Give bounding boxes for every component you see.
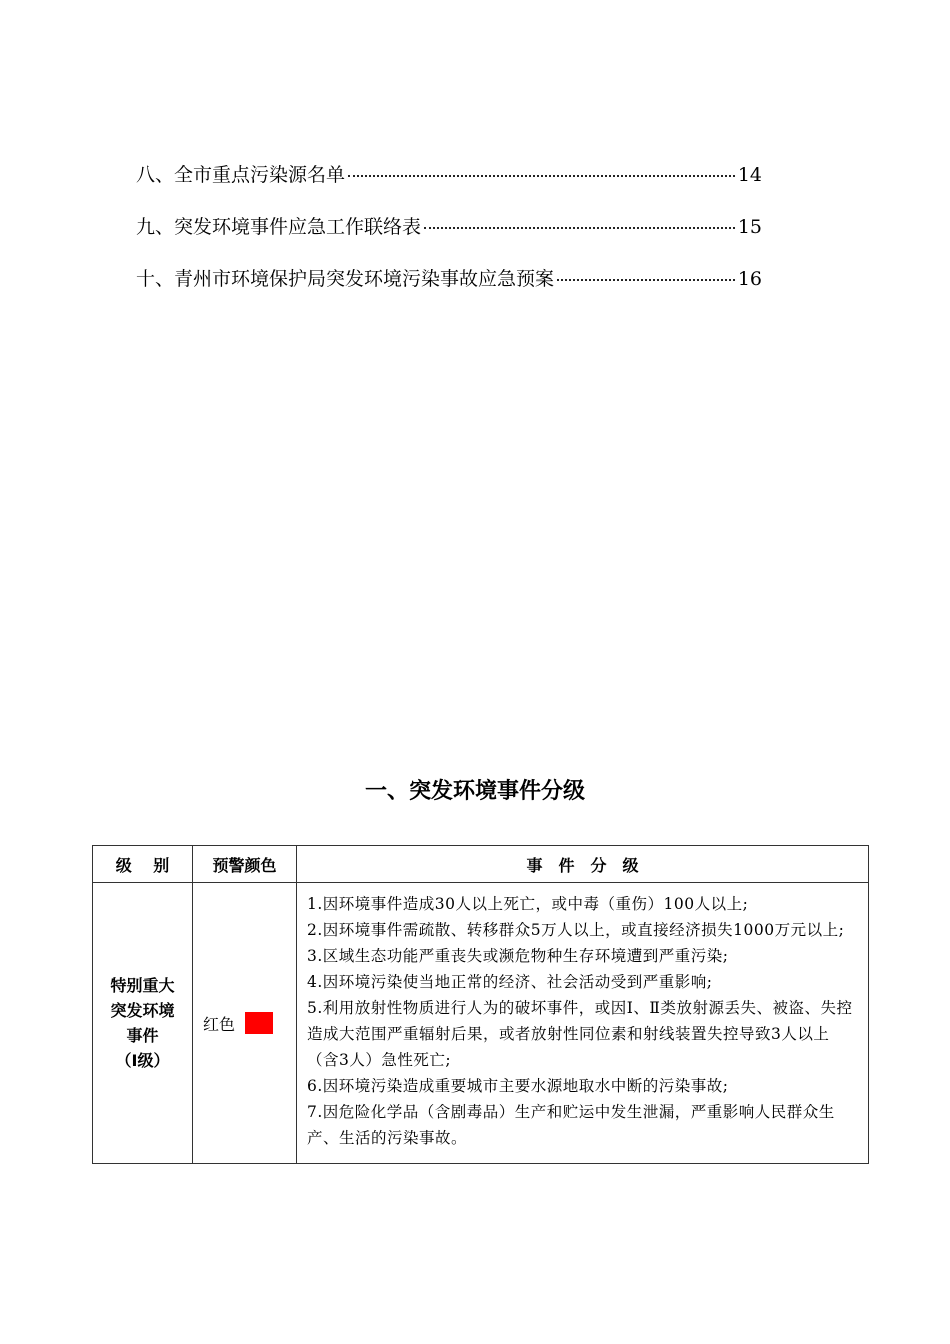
event-grading-table bbox=[92, 845, 869, 1164]
toc-entry-label: 十、青州市环境保护局突发环境污染事故应急预案 bbox=[136, 268, 555, 290]
table-row bbox=[93, 883, 869, 1164]
level-line: 事件 bbox=[126, 1026, 159, 1045]
level-cell bbox=[93, 883, 193, 1164]
toc-entry-label: 九、突发环境事件应急工作联络表 bbox=[136, 216, 422, 238]
criteria-item: 6.因环境污染造成重要城市主要水源地取水中断的污染事故; bbox=[307, 1077, 729, 1095]
criteria-item: 4.因环境污染使当地正常的经济、社会活动受到严重影响; bbox=[307, 973, 713, 991]
criteria-item: 3.区域生态功能严重丧失或濒危物种生存环境遭到严重污染; bbox=[307, 947, 729, 965]
red-color-swatch bbox=[245, 1012, 273, 1034]
toc-entry-label: 八、全市重点污染源名单 bbox=[136, 164, 346, 186]
warning-color-label: 红色 bbox=[203, 1014, 236, 1034]
level-line: 特别重大 bbox=[110, 976, 175, 995]
warning-color-cell bbox=[193, 883, 297, 1164]
header-level: 级 别 bbox=[93, 846, 193, 883]
header-event-grading: 事 件 分 级 bbox=[297, 846, 869, 883]
level-line: 突发环境 bbox=[110, 1001, 175, 1020]
toc-page-number: 14 bbox=[737, 164, 762, 186]
toc-leader bbox=[424, 221, 735, 229]
toc-page-number: 16 bbox=[737, 268, 762, 290]
criteria-item: 1.因环境事件造成30人以上死亡，或中毒（重伤）100人以上; bbox=[307, 895, 749, 913]
toc-leader bbox=[557, 273, 735, 281]
toc-entry[interactable] bbox=[136, 210, 762, 262]
toc-page-number: 15 bbox=[737, 216, 762, 238]
toc-entry[interactable] bbox=[136, 262, 762, 314]
criteria-item: 7.因危险化学品（含剧毒品）生产和贮运中发生泄漏，严重影响人民群众生产、生活的污染事故。 bbox=[307, 1103, 835, 1147]
table-header-row bbox=[93, 846, 869, 883]
toc-entry[interactable] bbox=[136, 158, 762, 210]
criteria-item: 5.利用放射性物质进行人为的破坏事件，或因Ⅰ、Ⅱ类放射源丢失、被盗、失控造成大范围严重辐射后果，或者放射性同位素和射线装置失控导致3人以上（含3人）急性死亡; bbox=[307, 999, 853, 1069]
section-title: 一、突发环境事件分级 bbox=[364, 779, 585, 804]
header-warning-color: 预警颜色 bbox=[193, 846, 297, 883]
criteria-cell bbox=[297, 883, 869, 1164]
level-line: （Ⅰ级） bbox=[115, 1051, 170, 1070]
criteria-item: 2.因环境事件需疏散、转移群众5万人以上，或直接经济损失1000万元以上; bbox=[307, 921, 845, 939]
toc-leader bbox=[348, 169, 735, 177]
table-of-contents bbox=[136, 158, 762, 314]
